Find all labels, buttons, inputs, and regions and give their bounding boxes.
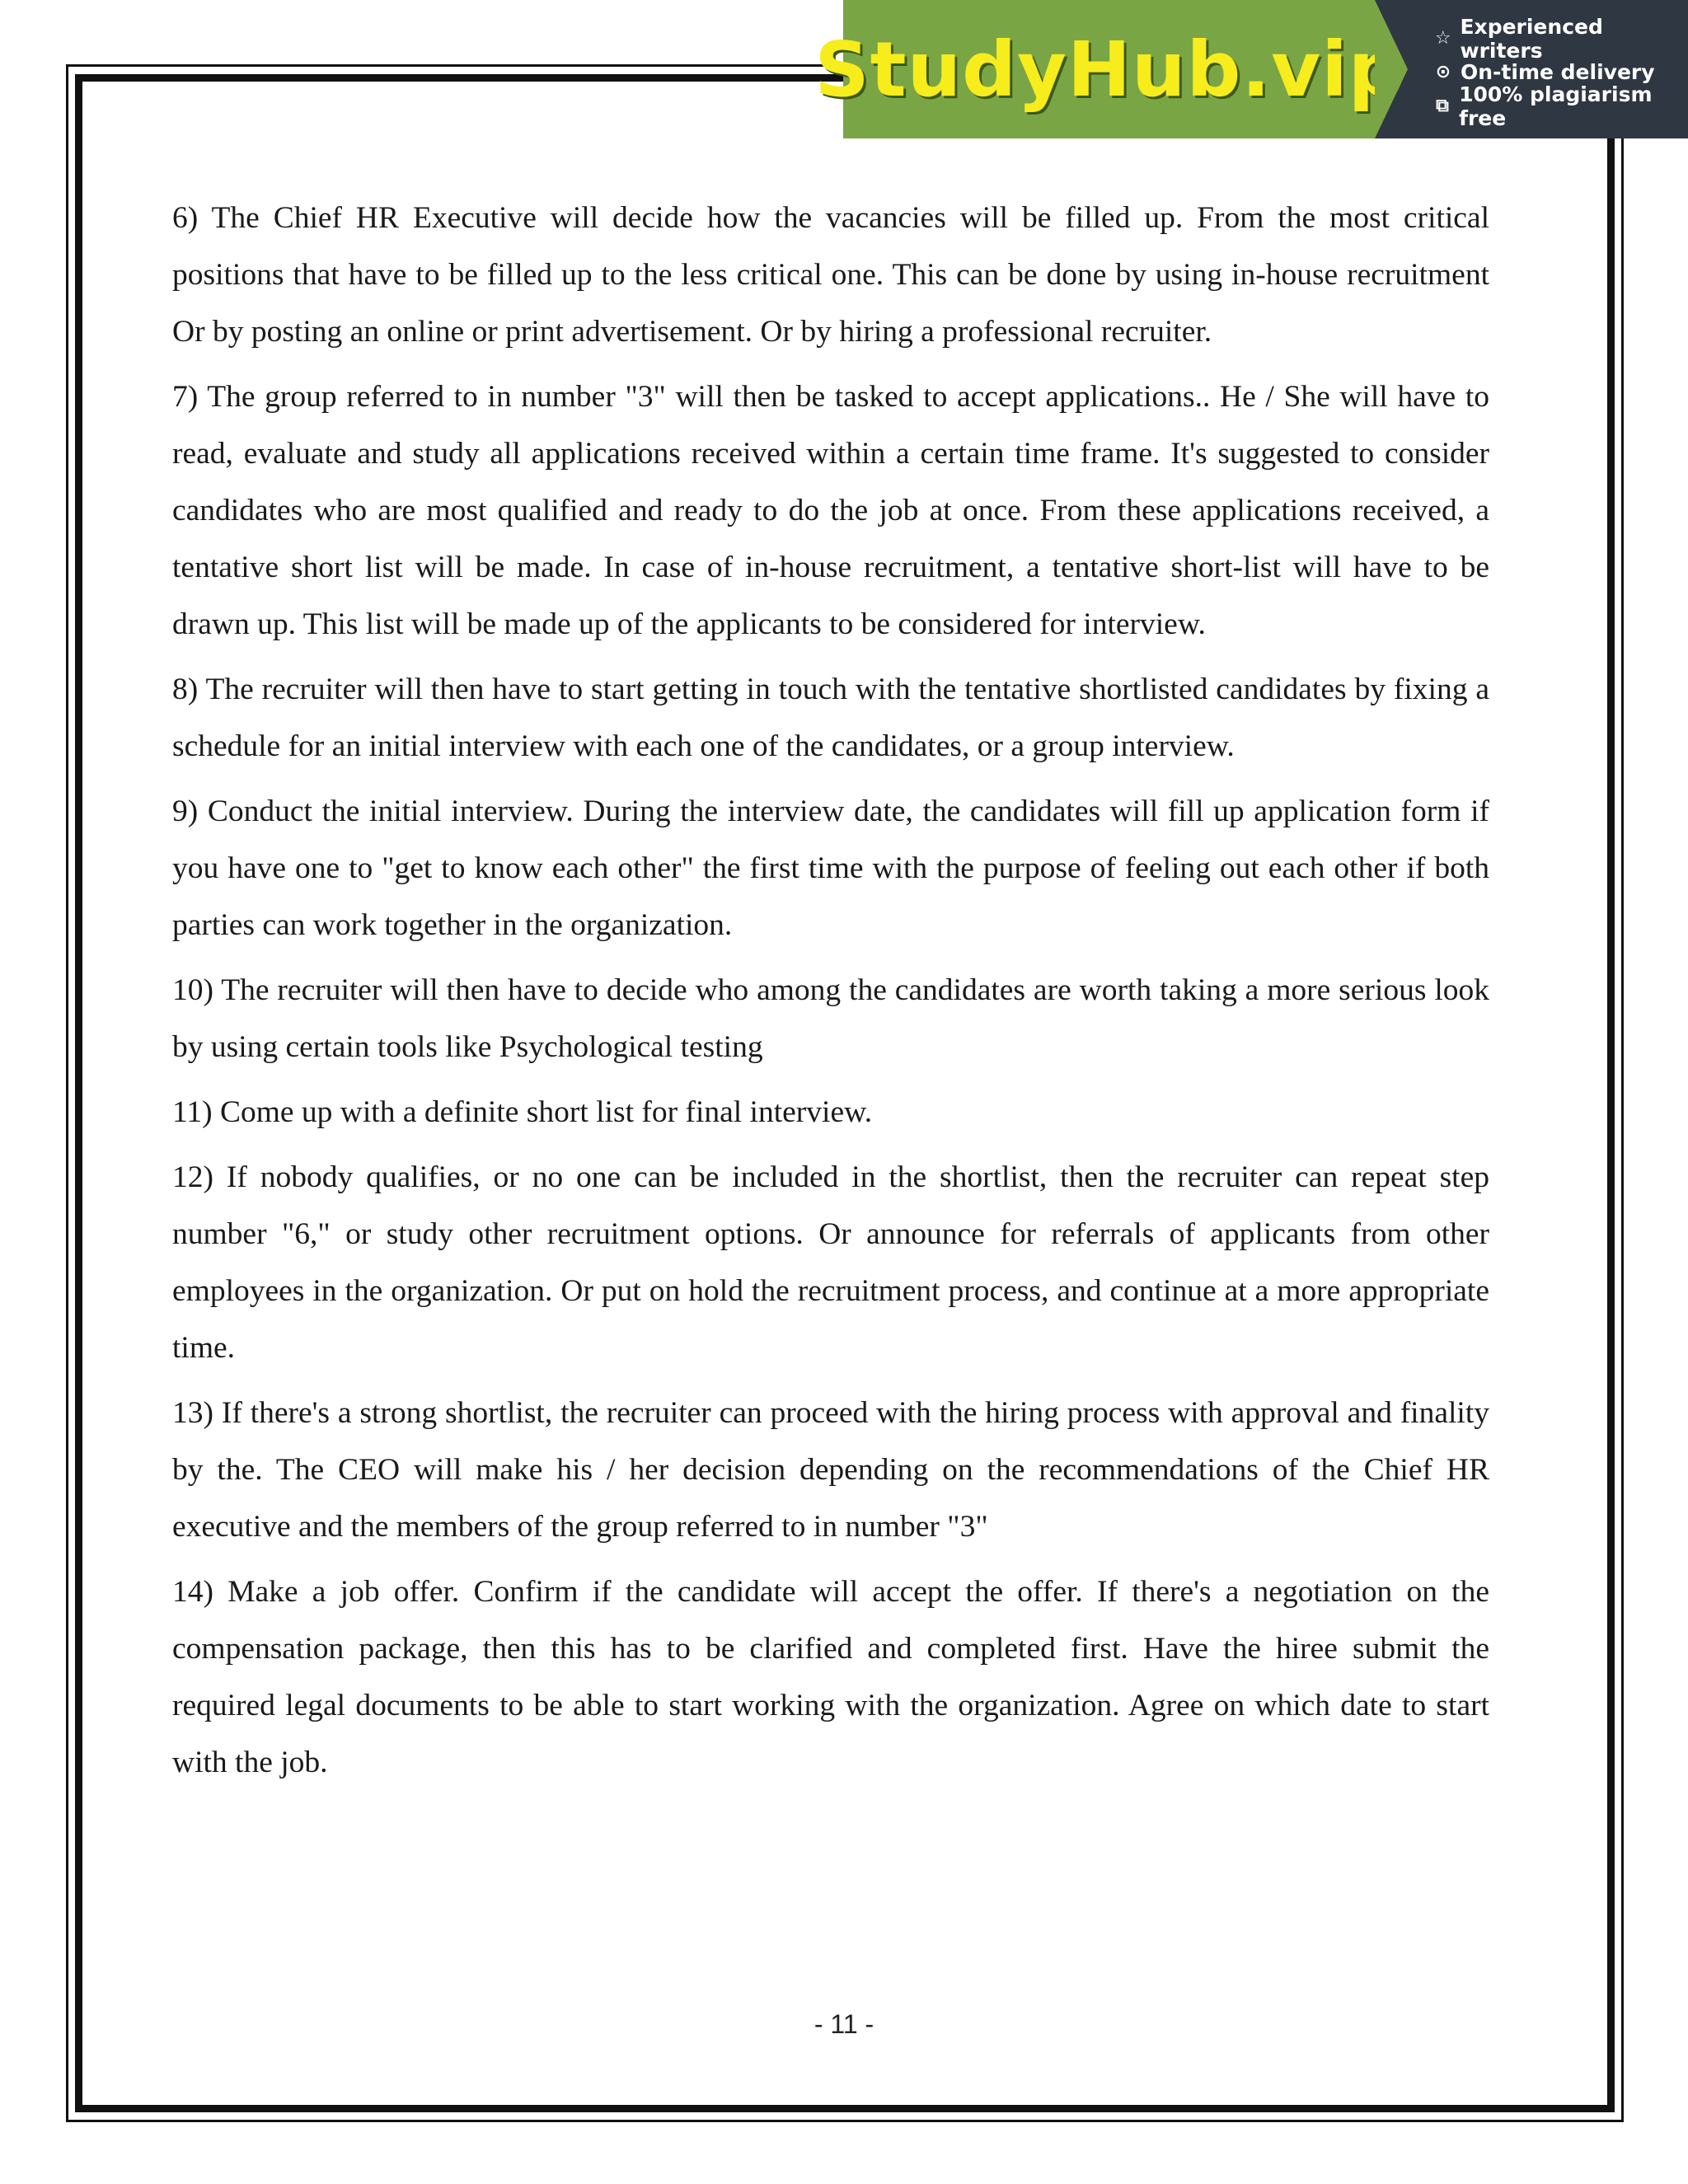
paragraph-step-13: 13) If there's a strong shortlist, the recruiter can proceed with the hiring process with approval and finality by the. The CEO will make his / her decision depending on the recommendations of the Chief HR executive and the members of the group referred to in number "3" [172,1396,1489,1544]
banner-logo[interactable] [814,0,1404,138]
feature-text: Experienced writers [1460,14,1603,63]
feature-text: 100% plagiarism free [1459,82,1653,130]
feature-plagiarism-free [1432,82,1688,130]
copy-icon: ⧉ [1436,96,1449,116]
star-icon: ☆ [1434,28,1451,49]
paragraph-step-6: 6) The Chief HR Executive will decide how the vacancies will be filled up. From the most critical positions that have to be filled up to the less critical one. This can be done by using in-house recruitment Or by posting an online or print advertisement. Or by hiring a professional recruiter. [172,201,1489,349]
paragraph-step-9: 9) Conduct the initial interview. During the interview date, the candidates will fill up application form if you have one to "get to know each other" the first time with the purpose of feeling out each other if both parties can work together in the organization. [172,794,1489,942]
document-body [172,190,1489,1799]
page-number: - 11 - [814,2009,874,2039]
studyhub-banner[interactable] [814,0,1688,138]
paragraph-step-8: 8) The recruiter will then have to start getting in touch with the tentative shortlisted candidates by fixing a schedule for an initial interview with each one of the candidates, or a group interview. [172,673,1489,763]
paragraph-step-11: 11) Come up with a definite short list for final interview. [172,1095,873,1129]
paragraph-step-7: 7) The group referred to in number "3" will then be tasked to accept applications.. He / She will have to read, evaluate and study all applications received within a certain time frame. It's suggested to consider candidates who are most qualified and ready to do the job at once. From these applications received, a tentative short list will be made. In case of in-house recruitment, a tentative short-list will have to be drawn up. This list will be made up of the applicants to be considered for interview. [172,380,1489,641]
banner-features [1375,0,1688,138]
paragraph-step-12: 12) If nobody qualifies, or no one can be included in the shortlist, then the recruiter can repeat step number "6," or study other recruitment options. Or announce for referrals of applicants from other employees in the organization. Or put on hold the recruitment process, and continue at a more appropriate time. [172,1160,1489,1365]
feature-experienced-writers [1432,14,1688,63]
clock-icon: ⊙ [1435,62,1451,82]
paragraph-step-14: 14) Make a job offer. Confirm if the candidate will accept the offer. If there's a negotiation on the compensation package, then this has to be clarified and completed first. Have the hiree submit the required legal documents to be able to start working with the organization. Agree on which date to start with the job. [172,1575,1489,1779]
paragraph-step-10: 10) The recruiter will then have to decide who among the candidates are worth taking a more serious look by using certain tools like Psychological testing [172,973,1489,1064]
feature-text: On-time delivery [1461,60,1655,84]
banner-logo-text: StudyHub.vip [814,25,1404,114]
banner-arrow [1375,0,1408,138]
